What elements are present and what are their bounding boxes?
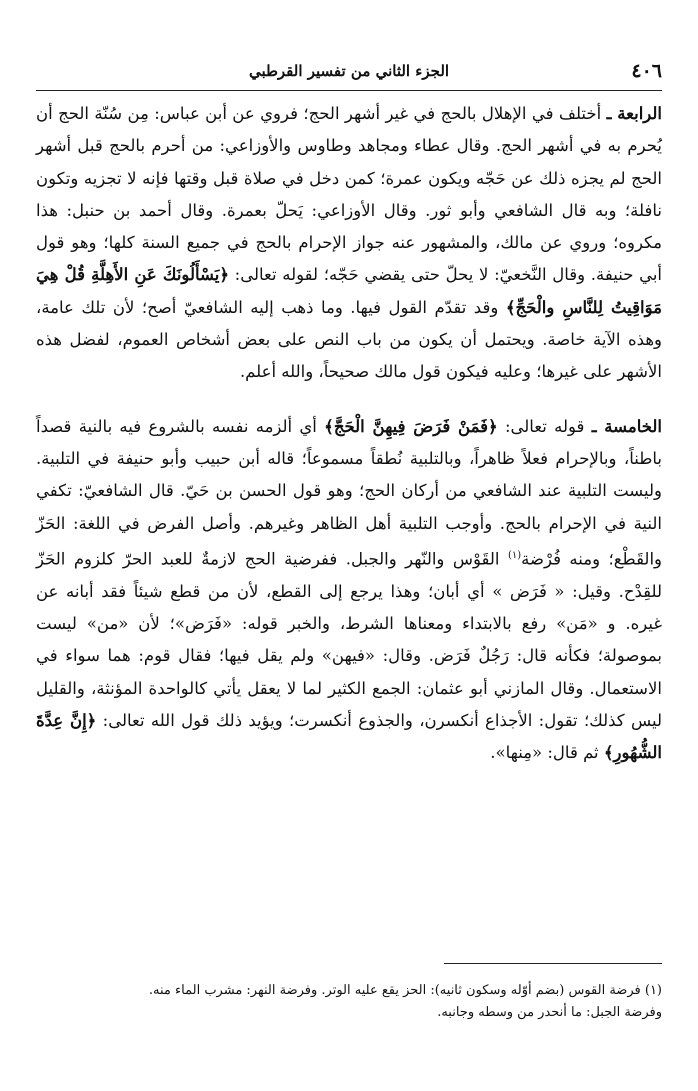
footnotes <box>36 980 662 1024</box>
footnote-separator <box>444 963 662 964</box>
section-label: الرابعة ـ <box>606 104 663 123</box>
footnote-line: (١) فرضة القوس (بضم أوّله وسكون ثانيه): الحز يقع عليه الوتر. وفرضة النهر: مشرب الماء منه. <box>148 983 662 998</box>
body-text <box>36 98 662 769</box>
footnote-line: وفرضة الجبل: ما أنحدر من وسطه وجانبه. <box>437 1005 662 1020</box>
text-segment: ثم قال: «مِنها». <box>490 743 604 763</box>
text-segment: قوله تعالى: <box>497 416 592 436</box>
text-segment: أختلف في الإهلال بالحج في غير أشهر الحج؛ فروي عن أبن عباس: مِن سُنّة الحج أن يُحرم به في أشهر الحج. وقال عطاء ومجاهد وطاوس والأوزاعي: من أحرم بالحج قبل أشهر الحج لم يجزه ذلك عن حَجّه ويكون عمرة؛ كمن دخل في صلاة قبل وقتها فإنه لا تجزيه وتكون نافلة؛ وبه قال الشافعي وأبو ثور. وقال الأوزاعي: يَحلّ بعمرة. وقال أحمد بن حنبل: هذا مكروه؛ وروي عن مالك، والمشهور عنه جواز الإحرام بالحج في جميع السنة كلها؛ وهو قول أبي حنيفة. وقال النَّخعيّ: لا يحلّ حتى يقضي حَجّه؛ لقوله تعالى: <box>36 104 663 285</box>
text-segment: أي ألزمه نفسه بالشروع فيه بالنية قصداً باطناً، وبالإحرام فعلاً ظاهراً، وبالتلبية نُطقاً مسموعاً؛ قاله أبن حبيب وأبو حنيفة في التلبية. وليست التلبية عند الشافعي من أركان الحج؛ وهو قول الحسن بن حَيّ. قال الشافعيّ: تكفي النية في الإحرام بالحج. وأوجب التلبية أهل الظاهر وغيرهم. وأصل الفرض في اللغة: الحَزّ والقَطْع؛ ومنه فُرْضة <box>36 416 662 569</box>
page-header <box>36 60 662 91</box>
text-segment: وقد تقدّم القول فيها. وما ذهب إليه الشافعيّ أصح؛ لأن تلك عامة، وهذه الآية خاصة. ويحتمل أن يكون من باب النص على بعض أشخاص العموم، لفضل هذه الأشهر على غيرها؛ وعليه فيكون قول مالك صحيحاً، والله أعلم. <box>36 297 662 382</box>
quran-verse: ﴿فَمَنْ فَرَضَ فِيهِنَّ الْحَجَّ﴾ <box>324 416 498 436</box>
text-segment: القَوْس والنّهر والجبل. ففرضية الحج لازمةٌ للعبد الحرّ كلزوم الحَزّ للقِدْح. وقيل: « فَرَض » أي أبان؛ وهذا يرجع إلى القطع، لأن من قطع شيئاً فقد أبانه عن غيره. و «مَن» رفع بالابتداء ومعناها الشرط، والخبر قوله: «فَرَض»؛ لأن «من» ليست بموصولة؛ فكأنه قال: رَجُلٌ فَرَض. وقال: «فيهن» ولم يقل فيها؛ فقال قوم: هما سواء في الاستعمال. وقال المازني أبو عثمان: الجمع الكثير لما لا يعقل يأتي كالواحدة المؤنثة، والقليل ليس كذلك؛ تقول: الأجذاع أنكسرن، والجذوع أنكسرت؛ ويؤيد ذلك قول الله تعالى: <box>36 549 662 730</box>
footnote-marker: (١) <box>507 549 522 561</box>
running-title: الجزء الثاني من تفسير القرطبي <box>248 62 450 80</box>
paragraph <box>36 98 662 389</box>
section-label: الخامسة ـ <box>591 416 662 436</box>
paragraph <box>36 411 662 770</box>
quran-verse: ﴿يَسْأَلُونَكَ عَنِ الأَهِلَّةِ قُلْ هِيَ مَوَاقِيتُ لِلنَّاسِ والْحَجِّ﴾ <box>36 265 662 317</box>
quran-verse: ﴿إِنَّ عِدَّةَ الشُّهُورِ﴾ <box>36 710 662 763</box>
page-number: ٤٠٦ <box>631 60 662 82</box>
